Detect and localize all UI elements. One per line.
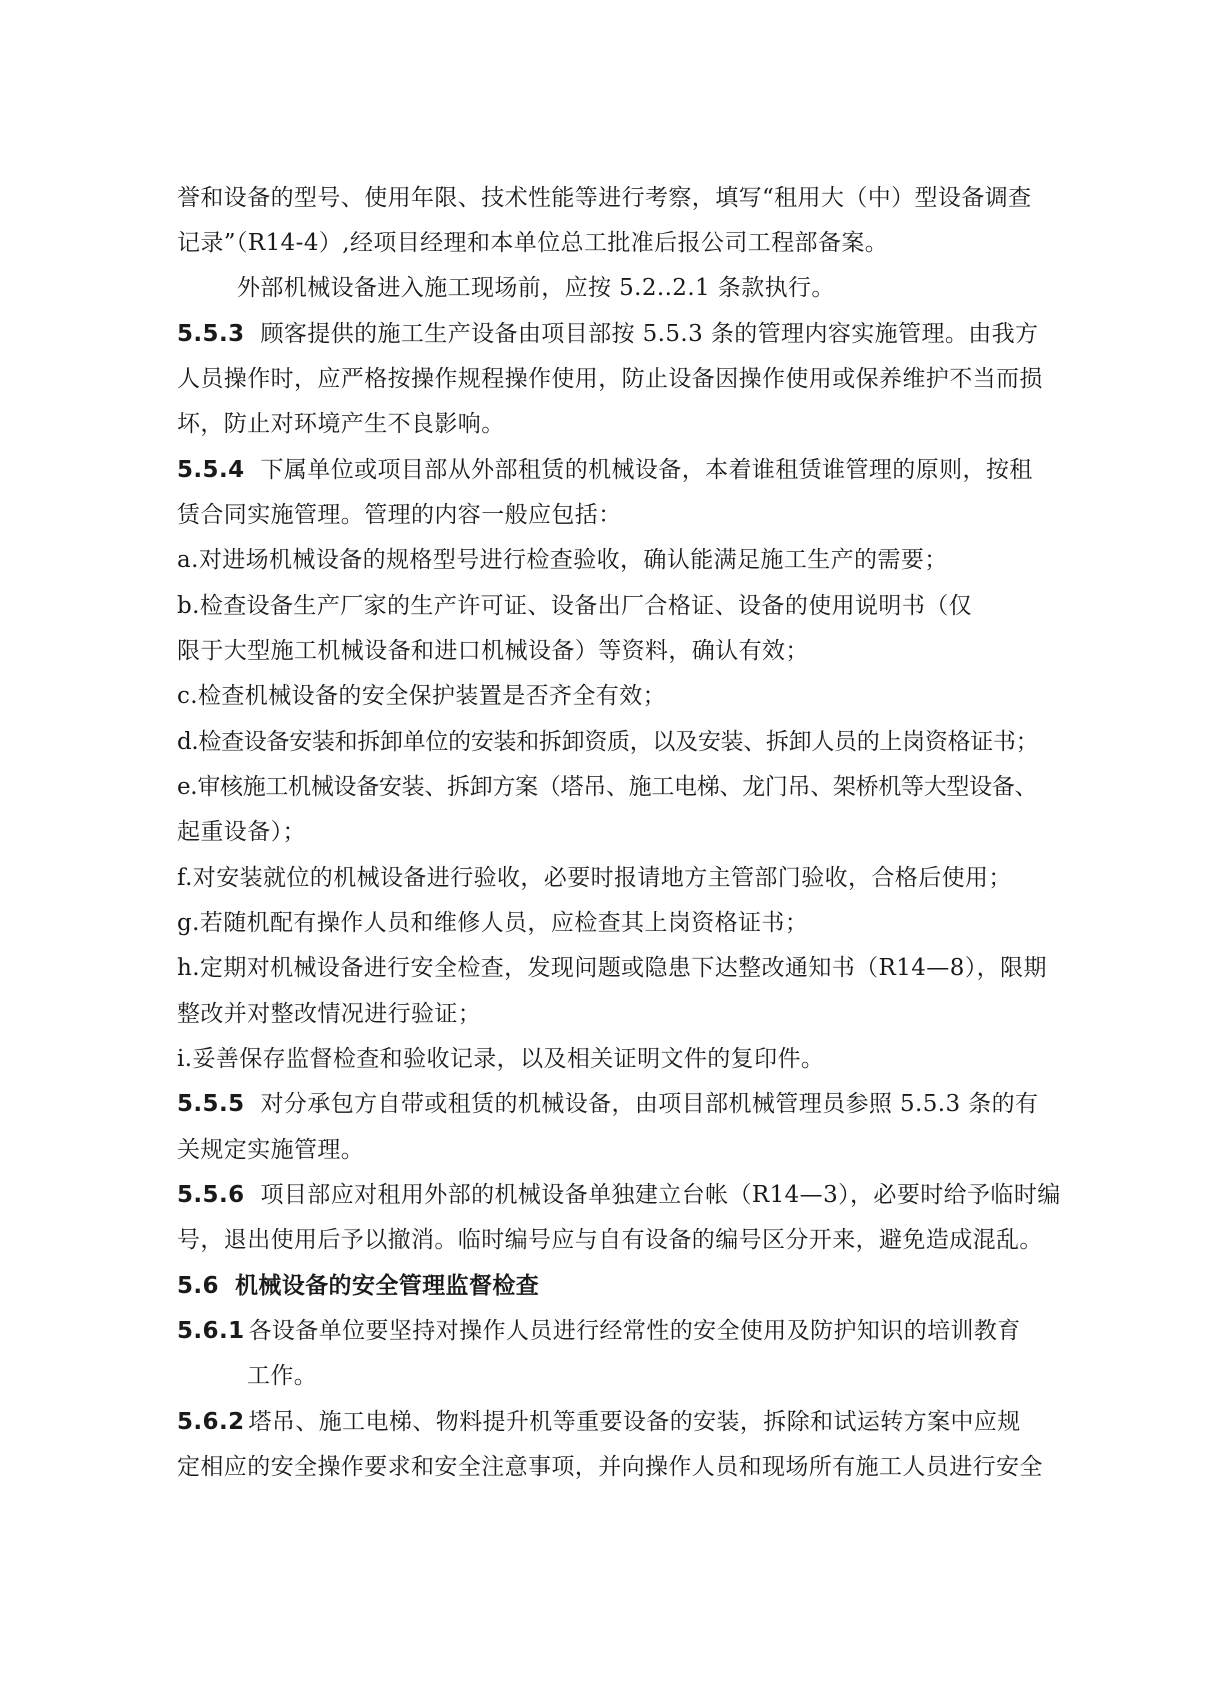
paragraph-line: 定相应的安全操作要求和安全注意事项，并向操作人员和现场所有施工人员进行安全 bbox=[177, 1454, 1043, 1480]
clause-5-5-4: 5.5.4 下属单位或项目部从外部租赁的机械设备，本着谁租赁谁管理的原则，按租 bbox=[177, 457, 1033, 483]
clause-number: 5.5.5 bbox=[177, 1091, 245, 1117]
clause-number: 5.5.4 bbox=[177, 457, 245, 483]
list-item-a: a.对进场机械设备的规格型号进行检查验收，确认能满足施工生产的需要； bbox=[177, 547, 948, 573]
clause-5-5-6: 5.5.6 项目部应对租用外部的机械设备单独建立台帐（R14—3），必要时给予临时编 bbox=[177, 1182, 1061, 1208]
clause-number: 5.5.6 bbox=[177, 1182, 245, 1208]
paragraph-line: 限于大型施工机械设备和进口机械设备）等资料，确认有效； bbox=[177, 638, 809, 664]
clause-5-5-5: 5.5.5 对分承包方自带或租赁的机械设备，由项目部机械管理员参照 5.5.3 条的有 bbox=[177, 1091, 1039, 1117]
list-item-b: b.检查设备生产厂家的生产许可证、设备出厂合格证、设备的使用说明书（仅 bbox=[177, 593, 973, 619]
paragraph-line: 人员操作时，应严格按操作规程操作使用，防止设备因操作使用或保养维护不当而损 bbox=[177, 366, 1043, 392]
paragraph-line: 整改并对整改情况进行验证； bbox=[177, 1001, 482, 1027]
paragraph-line: 誉和设备的型号、使用年限、技术性能等进行考察，填写“租用大（中）型设备调查 bbox=[177, 185, 1032, 211]
paragraph-line: 坏，防止对环境产生不良影响。 bbox=[177, 411, 505, 437]
list-item-f: f.对安装就位的机械设备进行验收，必要时报请地方主管部门验收，合格后使用； bbox=[177, 865, 1012, 891]
paragraph-line: 工作。 bbox=[247, 1363, 318, 1389]
list-item-h: h.定期对机械设备进行安全检查，发现问题或隐患下达整改通知书（R14—8），限期 bbox=[177, 955, 1047, 981]
paragraph-line: 起重设备）； bbox=[177, 819, 306, 845]
paragraph-line: 关规定实施管理。 bbox=[177, 1137, 365, 1163]
list-item-c: c.检查机械设备的安全保护装置是否齐全有效； bbox=[177, 683, 666, 709]
clause-number: 5.5.3 bbox=[177, 321, 245, 347]
list-item-g: g.若随机配有操作人员和维修人员，应检查其上岗资格证书； bbox=[177, 910, 809, 936]
list-item-d: d.检查设备安装和拆卸单位的安装和拆卸资质，以及安装、拆卸人员的上岗资格证书； bbox=[177, 729, 1039, 755]
clause-5-6-2: 5.6.2 塔吊、施工电梯、物料提升机等重要设备的安装，拆除和试运转方案中应规 bbox=[177, 1409, 1021, 1435]
clause-5-6-1: 5.6.1 各设备单位要坚持对操作人员进行经常性的安全使用及防护知识的培训教育 bbox=[177, 1318, 1021, 1344]
list-item-i: i.妥善保存监督检查和验收记录，以及相关证明文件的复印件。 bbox=[177, 1046, 825, 1072]
paragraph-line: 记录”（R14-4）,经项目经理和本单位总工批准后报公司工程部备案。 bbox=[177, 230, 889, 256]
section-heading-5-6: 5.6 机械设备的安全管理监督检查 bbox=[177, 1272, 540, 1299]
clause-number: 5.6.2 bbox=[177, 1409, 245, 1435]
section-number: 5.6 bbox=[177, 1273, 219, 1299]
paragraph-line: 号，退出使用后予以撤消。临时编号应与自有设备的编号区分开来，避免造成混乱。 bbox=[177, 1227, 1043, 1253]
paragraph-line: 外部机械设备进入施工现场前，应按 5.2..2.1 条款执行。 bbox=[237, 275, 835, 301]
clause-number: 5.6.1 bbox=[177, 1318, 245, 1344]
paragraph-line: 赁合同实施管理。管理的内容一般应包括： bbox=[177, 502, 622, 528]
list-item-e: e.审核施工机械设备安装、拆卸方案（塔吊、施工电梯、龙门吊、架桥机等大型设备、 bbox=[177, 774, 1038, 800]
clause-5-5-3: 5.5.3 顾客提供的施工生产设备由项目部按 5.5.3 条的管理内容实施管理。由我方 bbox=[177, 321, 1039, 347]
